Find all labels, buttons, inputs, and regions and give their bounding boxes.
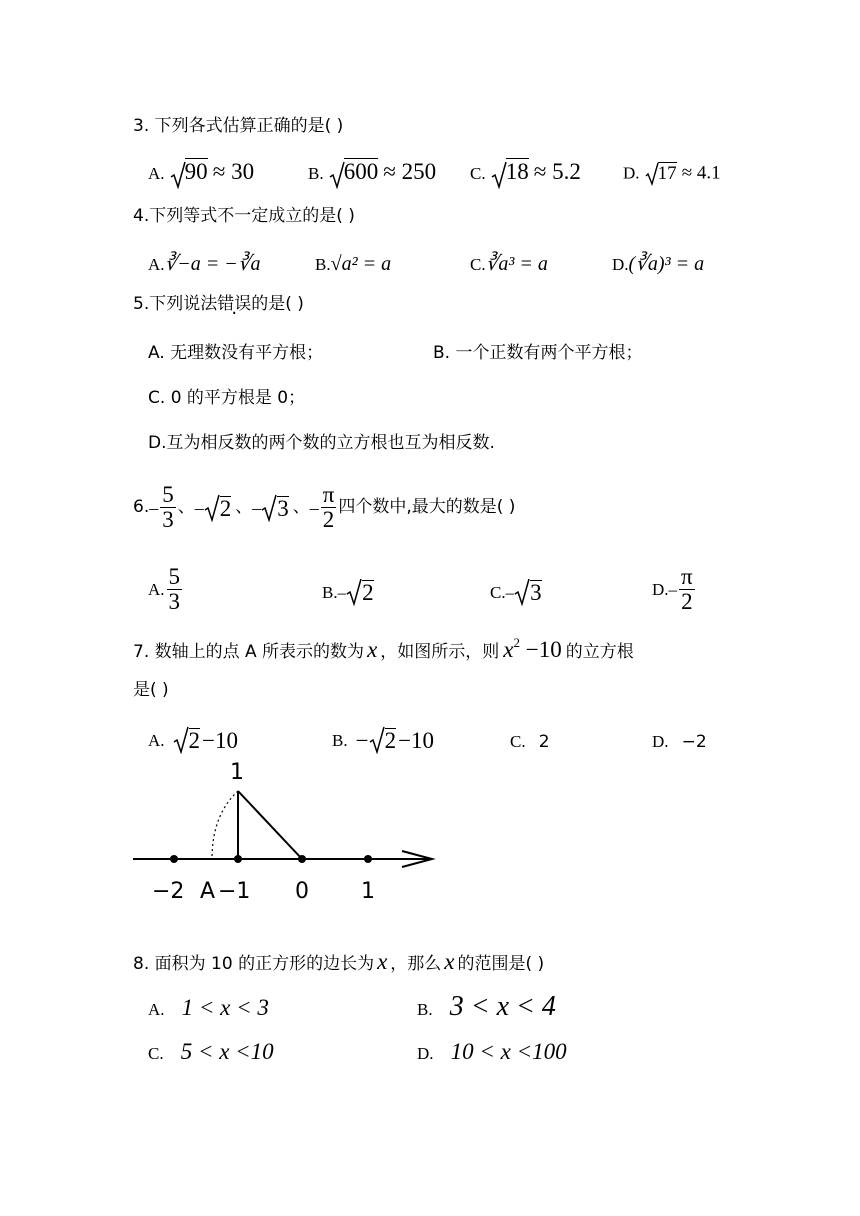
q6-option-d[interactable] [652, 565, 697, 614]
option-label: D. [623, 163, 640, 183]
fraction-pi-2 [321, 483, 337, 532]
q6-option-a[interactable] [148, 565, 184, 614]
option-text: 无理数没有平方根； [170, 343, 324, 363]
radicand: 17 [657, 162, 677, 184]
option-text: −2 [681, 732, 707, 752]
numerator: 5 [162, 482, 174, 507]
denominator: 2 [322, 507, 335, 533]
sqrt-icon [346, 578, 362, 606]
option-label: D. [417, 1044, 434, 1063]
stem-prefix: 5.下列说法 [133, 294, 218, 314]
option-label: C. [148, 388, 166, 408]
separator: 、 [235, 497, 253, 518]
q8-option-b[interactable] [417, 993, 556, 1021]
option-text: 一个正数有两个平方根； [455, 343, 643, 363]
label-top: 1 [230, 760, 244, 785]
option-text: 0 的平方根是 0； [170, 388, 306, 408]
q4-option-c[interactable] [470, 254, 548, 274]
expression: √a² = a [330, 253, 392, 275]
stem-tail: 四个数中,最大的数是( ) [338, 497, 516, 518]
sqrt-icon [491, 161, 507, 189]
q3-option-a[interactable] [148, 160, 254, 189]
numerator: π [322, 482, 335, 507]
stem-part: 8. 面积为 10 的正方形的边长为 [133, 954, 375, 974]
expression: 5 < x <10 [180, 1039, 274, 1064]
option-label: B. [332, 730, 348, 750]
tick-label-a: A [200, 879, 216, 904]
expression: −10 [202, 727, 239, 753]
stem-part: 的范围是( ) [457, 954, 545, 974]
q6-option-b[interactable] [322, 578, 374, 606]
expression: (∛a)³ = a [628, 253, 705, 275]
option-label: D. [612, 255, 629, 274]
radicand: 2 [188, 728, 201, 753]
fraction-5-3 [160, 483, 176, 532]
variable-x: x [444, 949, 455, 974]
q6-stem [133, 483, 515, 532]
option-text: 互为相反数的两个数的立方根也互为相反数. [166, 433, 495, 453]
q4-stem: 4.下列等式不一定成立的是( ) [133, 206, 355, 226]
exponent: 2 [513, 635, 520, 650]
q6-option-c[interactable] [490, 578, 542, 606]
q4-option-b[interactable] [315, 254, 391, 274]
stem-part: 的立方根 [565, 642, 634, 662]
option-label: C. [510, 732, 526, 751]
sign: − [355, 727, 369, 753]
expression: 10 < x <100 [450, 1039, 567, 1064]
radicand: 3 [277, 495, 289, 521]
q5-option-b[interactable] [433, 345, 642, 362]
option-label: B. [433, 343, 451, 363]
q8-stem [133, 950, 544, 973]
point-neg2 [170, 855, 178, 863]
radicand: 90 [184, 159, 208, 184]
radicand: 2 [362, 580, 374, 605]
minus-sign: – [309, 497, 319, 518]
q5-option-c[interactable] [148, 390, 305, 407]
arc-dotted [212, 791, 238, 859]
number-line-figure [130, 755, 440, 905]
option-label: B. [417, 1000, 433, 1019]
q4-option-d[interactable] [612, 254, 704, 274]
option-label: A. [148, 164, 165, 183]
option-label: A. [148, 580, 165, 600]
tick-label-neg2: −2 [152, 879, 185, 904]
variable-x: x [503, 637, 514, 662]
option-label: C. [470, 164, 486, 183]
q3-option-d[interactable] [623, 162, 721, 186]
expression-tail: −10 [525, 637, 562, 662]
option-label: D.– [652, 580, 678, 600]
fraction [167, 565, 183, 614]
radicand: 2 [219, 495, 232, 521]
rhs: ≈ 30 [212, 159, 255, 184]
q7-option-a[interactable] [148, 726, 238, 754]
option-label: A. [148, 255, 165, 274]
expression: ∛a³ = a [485, 253, 548, 275]
denominator: 3 [168, 589, 181, 615]
expression: −10 [398, 727, 435, 753]
option-label: D. [652, 732, 669, 751]
option-label: D. [148, 433, 167, 453]
q8-option-c[interactable] [148, 1040, 274, 1063]
sqrt-icon [369, 726, 385, 754]
q3-stem: 3. 下列各式估算正确的是( ) [133, 116, 344, 136]
expression [503, 635, 562, 662]
q4-option-a[interactable] [148, 254, 261, 274]
option-label: C. [470, 255, 486, 274]
option-label: B. [308, 164, 324, 183]
sqrt-icon [261, 494, 277, 522]
option-label: A. [148, 343, 165, 363]
separator: 、 [177, 497, 195, 518]
option-label: B. [315, 255, 331, 274]
variable-x: x [367, 637, 378, 662]
option-label: B.– [322, 582, 347, 602]
minus-sign: – [252, 497, 262, 518]
q5-option-a[interactable] [148, 345, 323, 362]
expression: 3 < x < 4 [449, 991, 556, 1022]
q3-option-c[interactable] [470, 160, 581, 189]
option-label: A. [148, 730, 165, 750]
tick-label-1: 1 [361, 879, 375, 904]
option-label: A. [148, 1000, 165, 1019]
tick-label-0: 0 [295, 879, 309, 904]
sqrt-icon [329, 161, 345, 189]
tick-label-neg1: −1 [218, 879, 251, 904]
stem-suffix: 的是( ) [251, 294, 304, 314]
rhs: ≈ 4.1 [681, 162, 721, 184]
stem-part: ，那么 [390, 954, 442, 974]
expression: 1 < x < 3 [181, 995, 269, 1020]
expression: ∛−a = −∛a [164, 253, 261, 275]
hypotenuse [238, 791, 302, 859]
rhs: ≈ 5.2 [533, 159, 581, 184]
option-label: C. [148, 1044, 164, 1063]
minus-sign: – [194, 497, 204, 518]
point-1 [364, 855, 372, 863]
denominator: 2 [681, 589, 693, 615]
variable-x: x [377, 949, 388, 974]
radicand: 3 [530, 580, 542, 605]
radicand: 600 [343, 159, 379, 184]
q7-option-c[interactable] [510, 733, 550, 751]
separator: 、 [292, 497, 310, 518]
option-label: C.– [490, 582, 515, 602]
fraction [679, 565, 695, 614]
numerator: π [681, 564, 693, 589]
q3-option-b[interactable] [308, 160, 436, 189]
q8-option-d[interactable] [417, 1040, 567, 1063]
q7-stem-continued: 是( ) [133, 680, 169, 700]
q5-option-d[interactable] [148, 435, 495, 452]
q8-option-a[interactable] [148, 996, 269, 1019]
emphasis-text: 错误 [217, 294, 252, 314]
q7-option-d[interactable] [652, 733, 707, 751]
sqrt-icon [645, 162, 659, 186]
rhs: ≈ 250 [383, 159, 437, 184]
q5-stem [133, 296, 304, 313]
stem-part: ，如图所示，则 [380, 642, 500, 662]
question-number: 6. [133, 497, 150, 518]
q7-stem [133, 635, 634, 662]
numerator: 5 [168, 564, 181, 589]
q7-option-b[interactable] [332, 726, 434, 754]
stem-part: 7. 数轴上的点 A 所表示的数为 [133, 642, 365, 662]
minus-sign: – [149, 497, 159, 518]
sqrt-icon [204, 494, 220, 522]
option-text: 2 [538, 732, 550, 752]
sqrt-icon [170, 161, 186, 189]
sqrt-icon [514, 578, 530, 606]
denominator: 3 [162, 507, 174, 533]
sqrt-icon [173, 726, 189, 754]
radicand: 18 [505, 159, 529, 184]
radicand: 2 [384, 728, 397, 753]
